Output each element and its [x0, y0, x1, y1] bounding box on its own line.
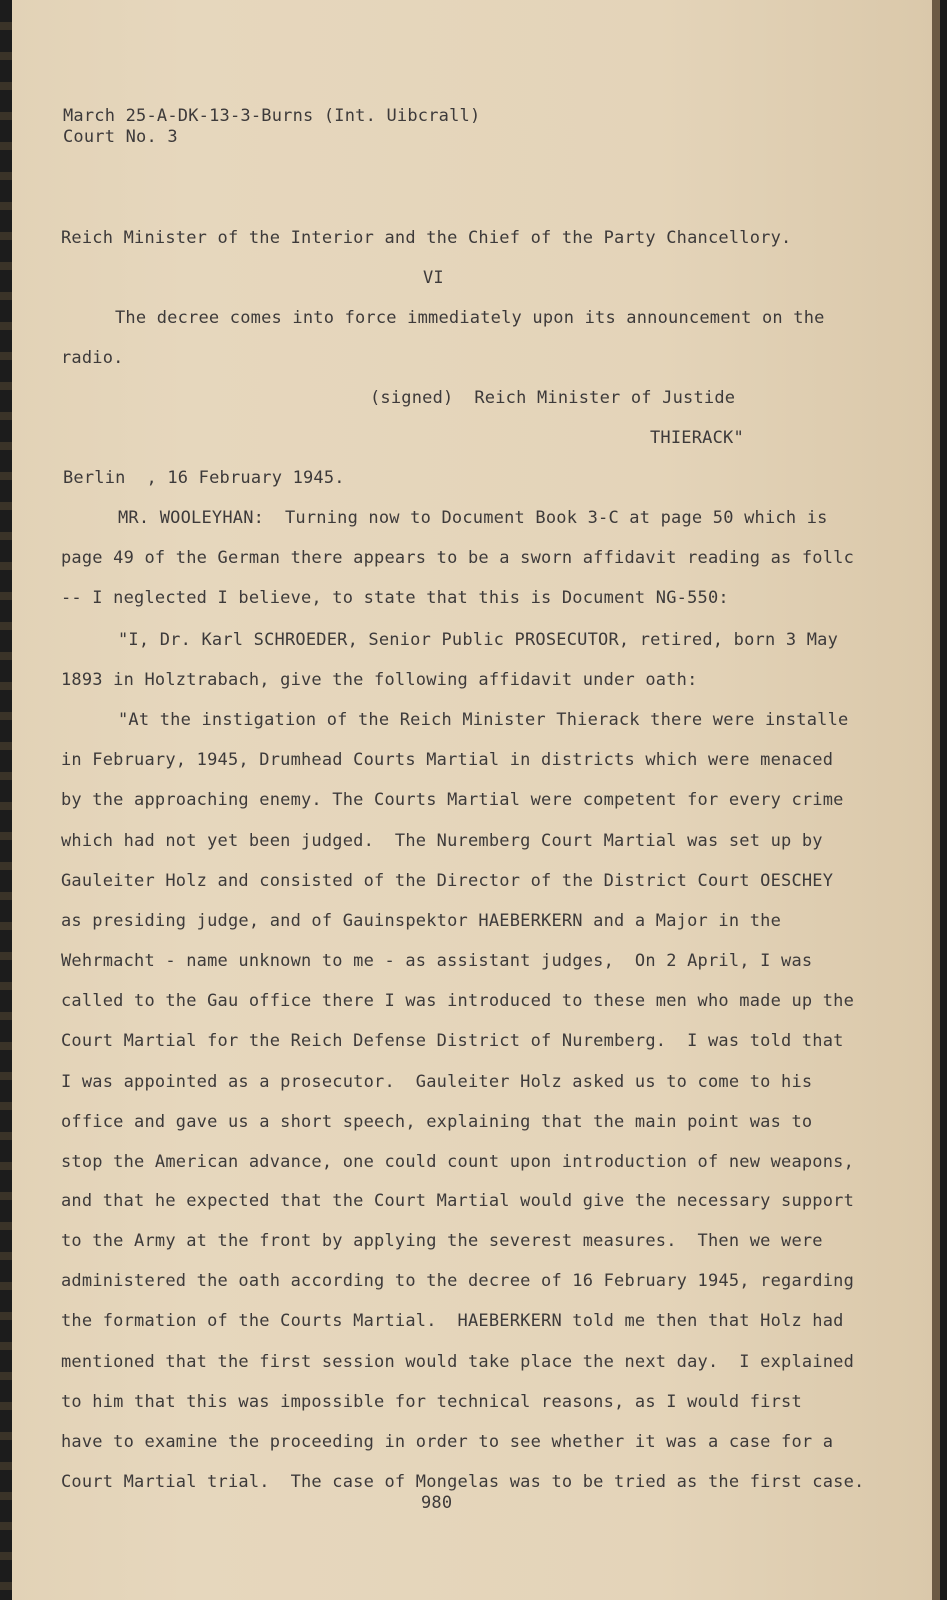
text-line: as presiding judge, and of Gauinspektor HAEBERKERN and a Major in the — [61, 911, 782, 931]
text-line: mentioned that the first session would take place the next day. I explained — [61, 1352, 855, 1372]
text-line: The decree comes into force immediately upon its announcement on the — [115, 308, 825, 328]
text-line: page 49 of the German there appears to be a sworn affidavit reading as follc — [61, 548, 855, 568]
text-line: "I, Dr. Karl SCHROEDER, Senior Public PROSECUTOR, retired, born 3 May — [118, 630, 839, 650]
page-number: 980 — [421, 1493, 453, 1513]
text-line: MR. WOOLEYHAN: Turning now to Document Book 3-C at page 50 which is — [118, 508, 828, 528]
text-line: 1893 in Holztrabach, give the following affidavit under oath: — [61, 670, 698, 690]
text-line: I was appointed as a prosecutor. Gauleiter Holz asked us to come to his — [61, 1072, 813, 1092]
header-reference: March 25-A-DK-13-3-Burns (Int. Uibcrall) — [63, 106, 481, 126]
text-line: administered the oath according to the decree of 16 February 1945, regarding — [61, 1271, 855, 1291]
signature-line: (signed) Reich Minister of Justide — [370, 388, 736, 408]
text-line: stop the American advance, one could count upon introduction of new weapons, — [61, 1152, 855, 1172]
text-line: the formation of the Courts Martial. HAEBERKERN told me then that Holz had — [61, 1311, 844, 1331]
date-line: Berlin , 16 February 1945. — [63, 468, 345, 488]
text-line: which had not yet been judged. The Nuremberg Court Martial was set up by — [61, 831, 823, 851]
header-court: Court No. 3 — [63, 127, 178, 147]
text-line: in February, 1945, Drumhead Courts Martial in districts which were menaced — [61, 750, 834, 770]
text-line: have to examine the proceeding in order to see whether it was a case for a — [61, 1432, 834, 1452]
text-line: radio. — [61, 348, 124, 368]
text-line: called to the Gau office there I was introduced to these men who made up the — [61, 991, 855, 1011]
text-line: to him that this was impossible for technical reasons, as I would first — [61, 1392, 802, 1412]
text-line: by the approaching enemy. The Courts Martial were competent for every crime — [61, 790, 844, 810]
text-line: -- I neglected I believe, to state that this is Document NG-550: — [61, 588, 729, 608]
signature-name: THIERACK" — [650, 428, 744, 448]
section-number: VI — [423, 268, 444, 288]
text-line: office and gave us a short speech, explaining that the main point was to — [61, 1112, 813, 1132]
text-line: Court Martial trial. The case of Mongelas was to be tried as the first case. — [61, 1472, 865, 1492]
page-edge — [932, 0, 940, 1600]
text-line: Reich Minister of the Interior and the Chief of the Party Chancellory. — [61, 228, 792, 248]
text-line: and that he expected that the Court Martial would give the necessary support — [61, 1191, 855, 1211]
text-line: Court Martial for the Reich Defense District of Nuremberg. I was told that — [61, 1031, 844, 1051]
text-line: to the Army at the front by applying the severest measures. Then we were — [61, 1231, 823, 1251]
binding-strip — [0, 0, 12, 1600]
text-line: Wehrmacht - name unknown to me - as assistant judges, On 2 April, I was — [61, 951, 813, 971]
text-line: Gauleiter Holz and consisted of the Director of the District Court OESCHEY — [61, 871, 834, 891]
text-line: "At the instigation of the Reich Minister Thierack there were installe — [118, 710, 849, 730]
